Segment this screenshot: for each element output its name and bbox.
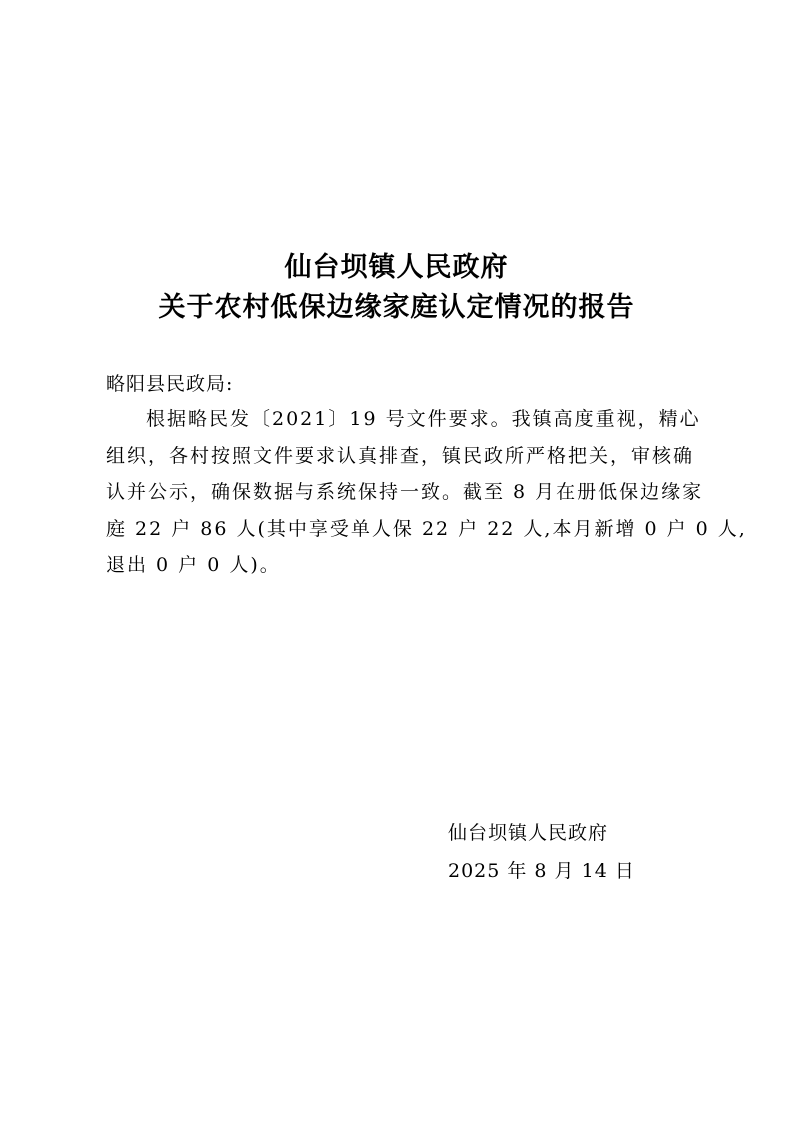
title-line-organization: 仙台坝镇人民政府 bbox=[284, 252, 509, 283]
body-line: 根据略民发〔2021〕19 号文件要求。我镇高度重视，精心 bbox=[146, 408, 701, 430]
signature-organization: 仙台坝镇人民政府 bbox=[448, 822, 609, 844]
signature-date: 2025 年 8 月 14 日 bbox=[448, 860, 635, 882]
signature-block bbox=[448, 814, 635, 890]
title-line-subject: 关于农村低保边缘家庭认定情况的报告 bbox=[158, 292, 635, 323]
body-line: 庭 22 户 86 人(其中享受单人保 22 户 22 人,本月新增 0 户 0 人, bbox=[106, 517, 747, 540]
body-line: 组织，各村按照文件要求认真排查，镇民政所严格把关，审核确 bbox=[106, 444, 695, 467]
body-line: 退出 0 户 0 人)。 bbox=[106, 554, 281, 576]
body-line: 认并公示，确保数据与系统保持一致。截至 8 月在册低保边缘家 bbox=[106, 481, 704, 503]
salutation: 略阳县民政局: bbox=[106, 373, 234, 395]
document-title bbox=[0, 248, 793, 328]
body-paragraph bbox=[106, 401, 747, 584]
